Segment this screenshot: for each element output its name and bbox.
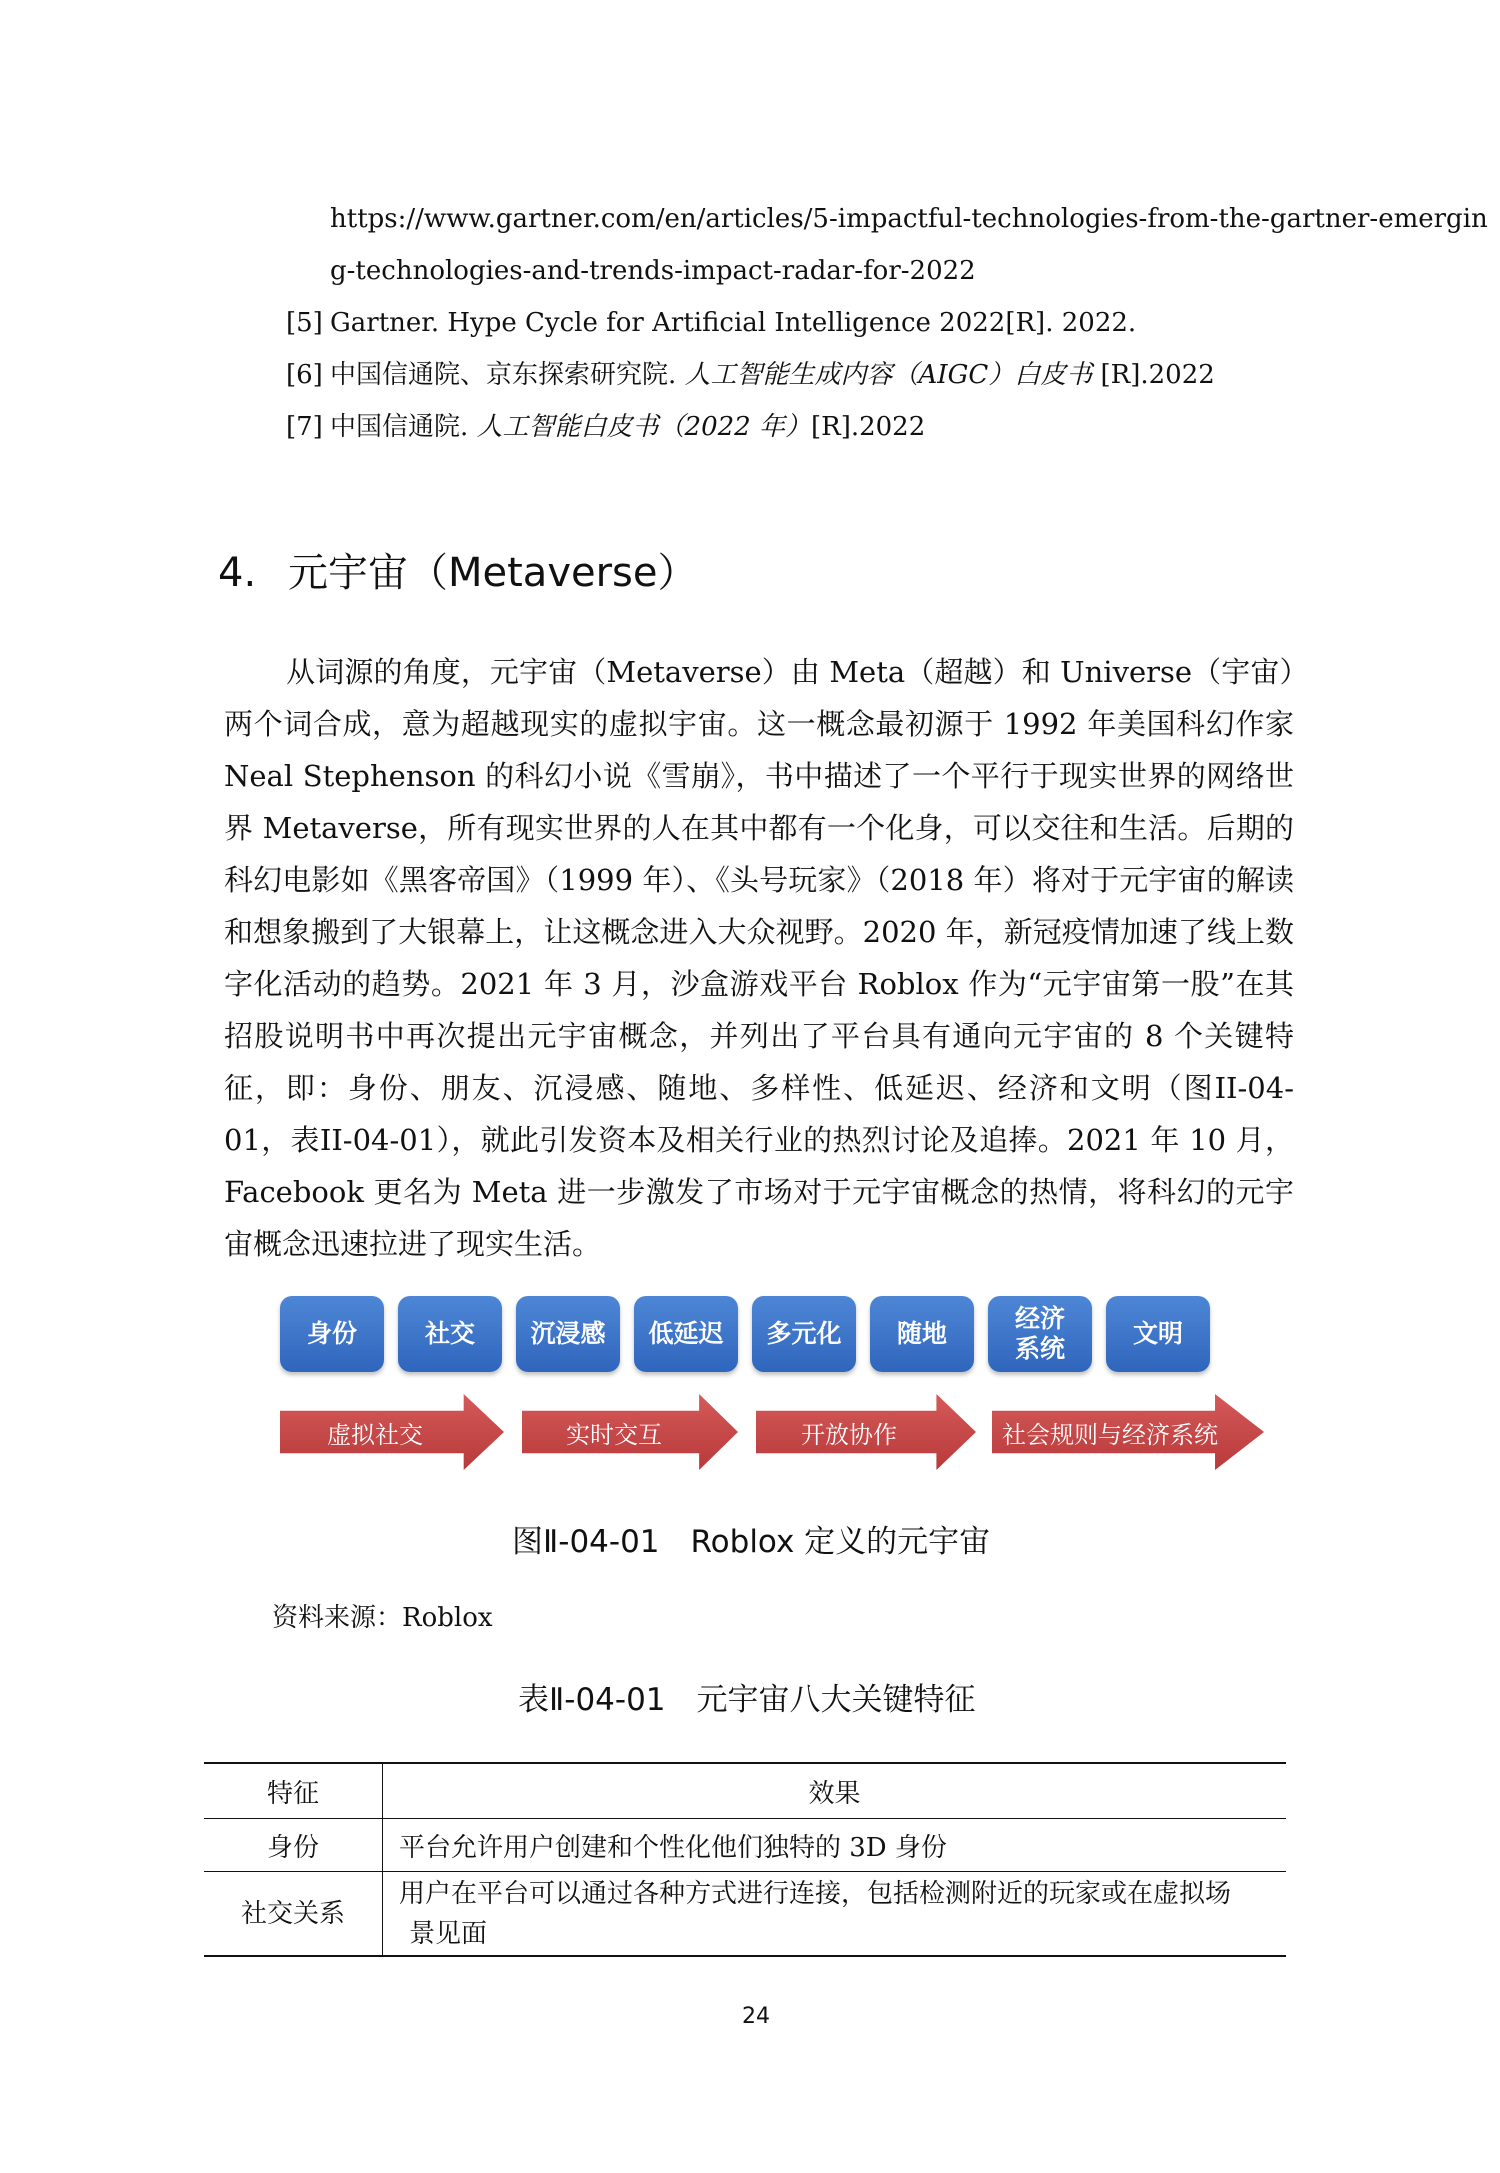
table-cell-feature: 身份 [204,1819,383,1872]
table-header-feature: 特征 [204,1763,383,1819]
reference-text: Gartner. Hype Cycle for Artificial Intelligence 2022[R]. 2022. [330,308,1137,338]
arrow-label-virtual-social: 虚拟社交 [327,1420,423,1449]
reference-number: [5] [286,308,323,338]
table-cell-effect: 平台允许用户创建和个性化他们独特的 3D 身份 [383,1819,1287,1872]
arrow-label-social-rules-economy: 社会规则与经济系统 [1002,1420,1218,1449]
section-number: 4. [218,550,257,596]
reference-7 [286,410,925,444]
table-cell-effect-line-1: 用户在平台可以通过各种方式进行连接，包括检测附近的玩家或在虚拟场 [399,1878,1232,1909]
table-header-effect: 效果 [383,1763,1287,1819]
body-paragraph [224,646,1294,1270]
chip-identity: 身份 [280,1296,384,1372]
reference-suffix: [R].2022 [810,412,926,442]
reference-number: [7] [286,412,323,442]
table-cell-effect-line-2: 景见面 [409,1918,488,1949]
figure-caption: 图Ⅱ-04-01 Roblox 定义的元宇宙 [512,1524,991,1560]
section-heading [218,545,698,601]
reference-suffix: [R].2022 [1092,360,1215,390]
reference-5 [286,306,1136,340]
table-row [204,1819,1286,1872]
reference-title: 人工智能生成内容（AIGC）白皮书 [684,360,1093,390]
reference-6 [286,358,1215,392]
table-caption: 表Ⅱ-04-01 元宇宙八大关键特征 [518,1682,976,1718]
chip-low-latency: 低延迟 [634,1296,738,1372]
reference-authors: 中国信通院. [330,412,477,442]
table-row [204,1872,1286,1957]
chip-anywhere: 随地 [870,1296,974,1372]
figure-source: 资料来源：Roblox [272,1603,493,1633]
chip-immersion: 沉浸感 [516,1296,620,1372]
chip-economy-system: 经济 系统 [988,1296,1092,1372]
chip-social: 社交 [398,1296,502,1372]
features-table [204,1762,1286,1957]
reference-url-line-2: g-technologies-and-trends-impact-radar-for-2022 [330,256,976,286]
paragraph-text: 从词源的角度，元宇宙（Metaverse）由 Meta（超越）和 Universe（宇宙）两个词合成，意为超越现实的虚拟宇宙。这一概念最初源于 1992 年美国科幻作家 Neal Stephenson 的科幻小说《雪崩》，书中描述了一个平行于现实世界的网络世界 Metaverse，所有现实世界的人在其中都有一个化身，可以交往和生活。后期的科幻电影如《黑客帝国》（1999 年）、《头号玩家》（2018 年）将对于元宇宙的解读和想象搬到了大银幕上，让这概念进入大众视野。2020 年，新冠疫情加速了线上数字化活动的趋势。2021 年 3 月，沙盒游戏平台 Roblox 作为“元宇宙第一股”在其招股说明书中再次提出元宇宙概念，并列出了平台具有通向元宇宙的 8 个关键特征，即：身份、朋友、沉浸感、随地、多样性、低延迟、经济和文明（图II-04-01，表II-04-01），就此引发资本及相关行业的热烈讨论及追捧。2021 年 10 月，Facebook 更名为 Meta 进一步激发了市场对于元宇宙概念的热情，将科幻的元宇宙概念迅速拉进了现实生活。 [224,655,1294,1261]
table-header-row [204,1763,1286,1819]
arrow-label-open-collaboration: 开放协作 [801,1420,897,1449]
chip-civility: 文明 [1106,1296,1210,1372]
section-title: 元宇宙（Metaverse） [288,550,698,596]
page-number: 24 [742,2004,770,2029]
reference-authors: 中国信通院、京东探索研究院. [330,360,685,390]
figure-diagram [270,1296,1270,1476]
table-cell-effect [383,1872,1287,1957]
reference-number: [6] [286,360,323,390]
chip-diversity: 多元化 [752,1296,856,1372]
reference-url-line-1: https://www.gartner.com/en/articles/5-impactful-technologies-from-the-gartner-emergin [330,204,1488,234]
reference-title: 人工智能白皮书（2022 年） [476,412,811,442]
arrow-label-realtime-interaction: 实时交互 [566,1420,662,1449]
table-cell-feature: 社交关系 [204,1872,383,1957]
